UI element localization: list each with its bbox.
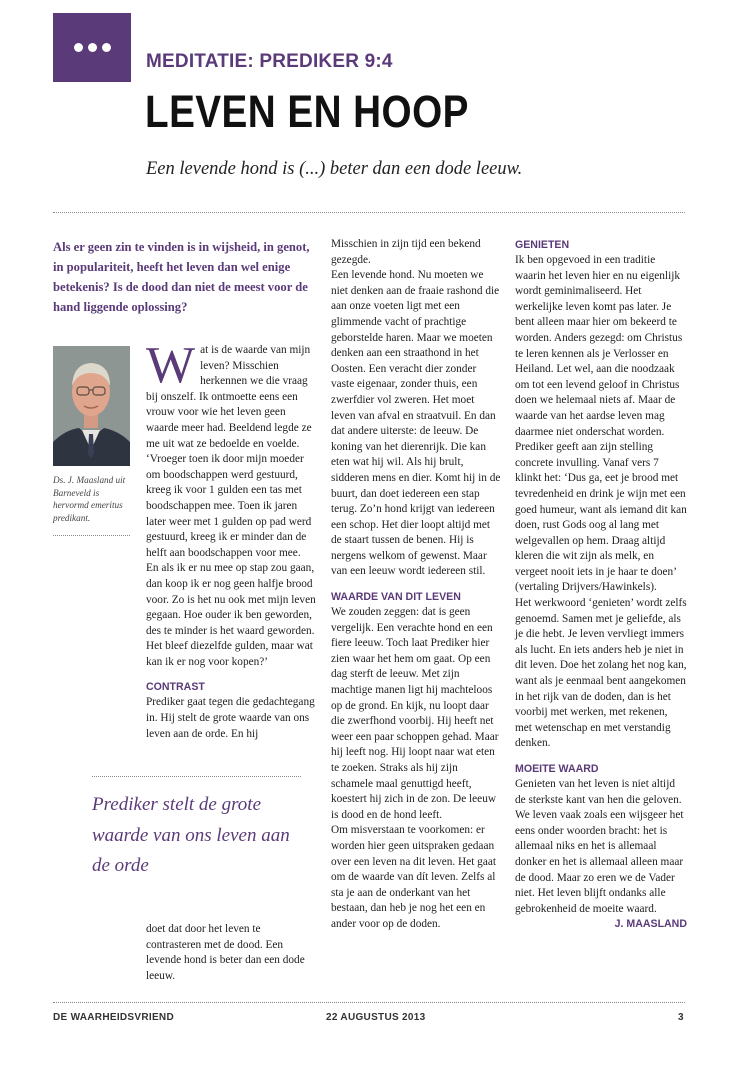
portrait-icon — [53, 346, 130, 466]
footer-divider — [53, 1002, 685, 1003]
col1-paragraph-2: Prediker gaat tegen die gedachtegang in. Hij stelt de grote waarde van ons leven aan de orde. En hij — [146, 696, 315, 740]
heading-moeite-waard: MOEITE WAARD — [515, 763, 599, 775]
header-divider — [53, 212, 685, 213]
section-badge — [53, 13, 131, 82]
column-1-continued — [146, 922, 316, 984]
col3-paragraph-2: Prediker geeft aan zijn stelling concrete invulling. Vanaf vers 7 klinkt het: ‘Dus ga, eet je brood met tevredenheid en drink je wijn met een goed humeur, want als iemand dit kan doen, rust Gods oog al lang met welgevallen op hem. Draag altijd kleren die wit zijn als melk, en vergeet nooit iets in je haar te doen’ (vertaling Drijvers/Hawinkels). — [515, 441, 687, 594]
heading-contrast: CONTRAST — [146, 681, 205, 694]
col1-paragraph — [146, 337, 316, 670]
lead-paragraph: Als er geen zin te vinden is in wijsheid, in genot, in populariteit, heeft het leven dan wel enige betekenis? Is de dood dan niet de meest voor de hand liggende oplossing? — [53, 240, 310, 314]
page-subtitle: Een levende hond is (...) beter dan een dode leeuw. — [146, 159, 523, 179]
col3-paragraph-4: Genieten van het leven is niet altijd de sterkste kant van hen die geloven. We leven vaak zoals een wijsgeer het eens onder woorden bracht: het is allemaal niks en het is allemaal donker en het is allemaal alleen maar de dood. Maar zo eren we de Vader niet. Het leven blijft ondanks alle gebrokenheid de moeite waard. — [515, 778, 684, 915]
heading-genieten: GENIETEN — [515, 239, 570, 251]
col2-paragraph-3: We zouden zeggen: dat is geen vergelijk. Een verachte hond en een fiere leeuw. Toch laat Prediker hier zien waar het hem om gaat. Op een dag sterft de leeuw. Met zijn machtige manen ligt hij machteloos op de grond. En kijk, nu loopt daar die zwerfhond voorbij. Hij heeft net weer een paar schoppen gehad. Maar hij leeft nog. Hij loopt naar wat eten te zoeken. Straks als hij zijn schamele maal genuttigd heeft, koestert hij zich in de zon. De leeuw is dood en de hond leeft. — [331, 606, 499, 821]
col2-paragraph-2: Een levende hond. Nu moeten we niet denken aan de fraaie rashond die aan onze voeten ligt met een glimmende vacht of prachtige geborstelde haren. Maar we moeten denken aan een straathond in het Oosten. Een veracht dier zonder vaste eigenaar, zonder thuis, een zwerfdier vol zweren. Het moet leven van afval en straatvuil. En dan dat andere uiterste: de leeuw. De koning van het dierenrijk. Die kan eten wat hij wil. Als hij brult, sidderen mens en dier. Komt hij in de buurt, dan doet iedereen een stap terug. Zo’n hond krijgt van iedereen een schop. Het dier loopt altijd met de staart tussen de benen. Hij is nergens welkom of gewenst. Maar van een leeuw wordt iedereen stil. — [331, 269, 501, 578]
drop-cap: W — [146, 337, 196, 394]
heading-waarde-van-dit-leven: WAARDE VAN DIT LEVEN — [331, 591, 461, 604]
page-number: 3 — [678, 1012, 684, 1023]
section-kicker: MEDITATIE: PREDIKER 9:4 — [146, 51, 393, 72]
author-caption: Ds. J. Maasland uit Barneveld is hervormd emeritus predikant. — [53, 475, 126, 523]
footer-publication: DE WAARHEIDSVRIEND — [53, 1012, 174, 1023]
pullquote-divider — [92, 776, 301, 777]
author-photo — [53, 346, 130, 466]
col1-paragraph-3: doet dat door het leven te contrasteren met de dood. Een levende hond is beter dan een dode leeuw. — [146, 923, 305, 982]
pull-quote: Prediker stelt de grote waarde van ons leven aan de orde — [92, 794, 290, 876]
col2-paragraph-1: Misschien in zijn tijd een bekend gezegde. — [331, 238, 481, 266]
ellipsis-icon — [74, 43, 111, 52]
footer-date: 22 AUGUSTUS 2013 — [326, 1012, 426, 1023]
column-1 — [146, 337, 316, 742]
page-title: LEVEN EN HOOP — [145, 86, 469, 137]
column-2 — [331, 237, 501, 933]
col3-paragraph-3: Het werkwoord ‘genieten’ wordt zelfs genoemd. Samen met je geliefde, als je die hebt. Je leven vervliegt immers als lucht. En iets anders heb je niet in dit leven. Doe het zolang het nog kan, want als je eenmaal bent aangekomen in het rijk van de doden, dan is het voorbij met werken, met rekenen, met wetenschap en met verstandig denken. — [515, 597, 687, 750]
caption-divider — [53, 535, 130, 536]
col3-paragraph-1: Ik ben opgevoed in een traditie waarin het leven hier en nu eigenlijk wordt geminimaliseerd. Het werkelijke leven komt pas later. Je bent alleen maar hier om bekeerd te worden. Anders gezegd: om Christus te leren kennen als je Verlosser en Heiland. Let wel, aan die noodzaak om tot een levend geloof in Christus doen we helemaal niets af. Maar de waarde van het aardse leven mag daarmee niet onderschat worden. — [515, 254, 683, 438]
col1-text: at is de waarde van mijn leven? Misschien herkennen we die vraag bij onszelf. Ik ontmoette eens een vrouw voor wie het leven geen waarde meer had. Beeldend legde ze me uit wat ze bedoelde en voelde. ‘Vroeger toen ik door mijn moeder om boodschappen werd gestuurd, kreeg ik voor 1 gulden een tas met boodschappen mee. Toen ik jaren later weer met 1 gulden op pad werd gestuurd, kreeg ik er minder dan de helft aan boodschappen voor mee. En als ik er nu mee op stap zou gaan, dan koop ik er nog geen halfje brood voor. Zo is het nu ook met mijn leven gegaan. Hoe ouder ik ben geworden, des te minder is het waard geworden. Het bleef diezelfde gulden, maar wat kan ik er nog voor kopen?’ — [146, 344, 316, 668]
col2-paragraph-4: Om misverstaan te voorkomen: er worden hier geen uitspraken gedaan over een leven na dit leven. Het gaat om de waarde van dít leven. Zelfs al sta je aan de onderkant van het bestaan, dan heb je nog het een en ander voor op de doden. — [331, 824, 496, 930]
column-3 — [515, 237, 687, 933]
author-signature: J. MAASLAND — [614, 918, 687, 931]
